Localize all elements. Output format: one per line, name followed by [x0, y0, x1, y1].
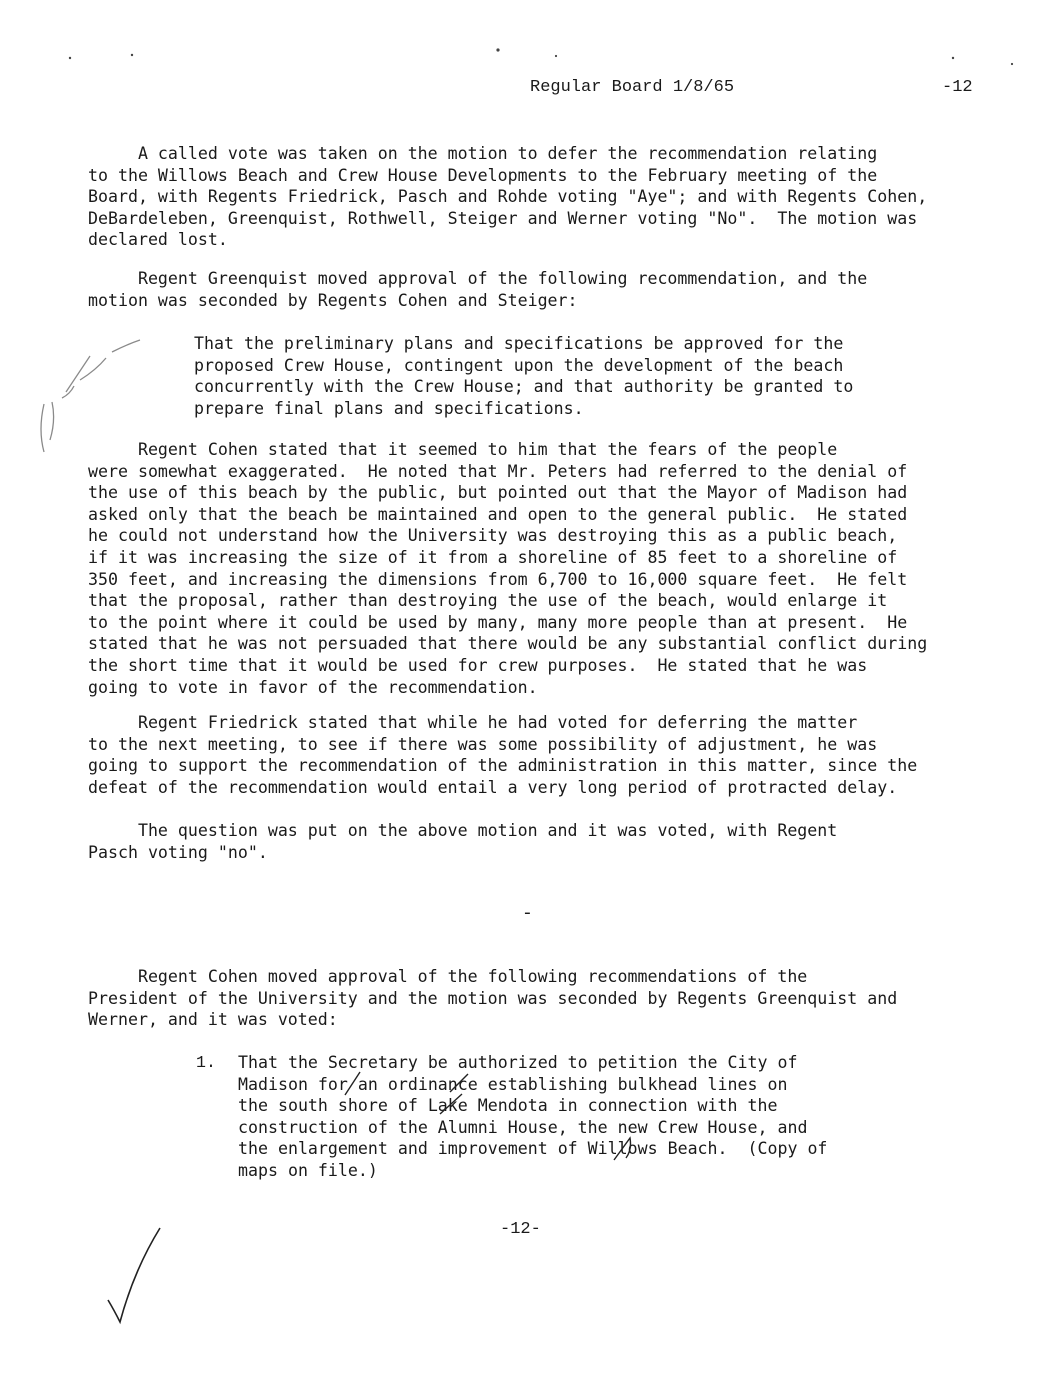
list-item-number: 1.	[196, 1053, 216, 1072]
speck-mark	[555, 55, 557, 57]
paragraph-cohen-motion: Regent Cohen moved approval of the following recommendations of the President of the University and the motion was seconded by Regents Greenquist and Werner, and it was voted:	[88, 967, 898, 1030]
speck-mark	[69, 57, 71, 59]
page-header-number: -12	[942, 78, 973, 97]
speck-mark	[131, 54, 133, 56]
check-mark	[108, 1228, 160, 1322]
section-separator: -	[522, 904, 533, 924]
speck-mark	[496, 48, 499, 51]
paragraph-recommendation: That the preliminary plans and specifications be approved for the proposed Crew House, contingent upon the development of the beach concurrently with the Crew House; and that authority be granted to prepare final plans and specifications.	[194, 334, 854, 418]
speck-mark	[1011, 63, 1013, 65]
paragraph-greenquist-motion: Regent Greenquist moved approval of the following recommendation, and the motion was seconded by Regents Cohen and Steiger:	[88, 269, 868, 310]
paragraph-vote-deferral: A called vote was taken on the motion to defer the recommendation relating to the Willows Beach and Crew House Developments to the February meeting of the Board, with Regents Friedrick, Pasch and Rohde voting "Aye"; and with Regents Cohen, DeBardeleben, Greenquist, Rothwell, Steiger and Werner voting "No". The motion was declared lost.	[88, 144, 928, 250]
list-item-text: That the Secretary be authorized to petition the City of Madison for an ordinance establishing bulkhead lines on the south shore of Lake Mendota in connection with the construction of the Alumni House, the new Crew House, and the enlargement and improvement of Willows Beach. (Copy of maps on file.)	[238, 1053, 828, 1180]
margin-scribble-mark	[41, 340, 140, 452]
paragraph-cohen-statement: Regent Cohen stated that it seemed to him that the fears of the people were somewhat exaggerated. He noted that Mr. Peters had referred to the denial of the use of this beach by the public, but pointed out that the Mayor of Madison had asked only that the beach be maintained and open to the general public. He stated he could not understand how the University was destroying this as a public beach, if it was increasing the size of it from a shoreline of 85 feet to a shoreline of 350 feet, and increasing the dimensions from 6,700 to 16,000 square feet. He felt that the proposal, rather than destroying the use of the beach, would enlarge it to the point where it could be used by many, many more people than at present. He stated that he was not persuaded that there would be any substantial conflict during the short time that it would be used for crew purposes. He stated that he was going to vote in favor of the recommendation.	[88, 440, 928, 697]
paragraph-question-put: The question was put on the above motion and it was voted, with Regent Pasch voting "no".	[88, 821, 838, 862]
speck-mark	[952, 57, 954, 59]
page-header-title: Regular Board 1/8/65	[530, 78, 735, 97]
paragraph-friedrick-statement: Regent Friedrick stated that while he had voted for deferring the matter to the next meeting, to see if there was some possibility of adjustment, he was going to support the recommendation of the administration in this matter, since the defeat of the recommendation would entail a very long period of protracted delay.	[88, 713, 918, 797]
page-footer-number: -12-	[500, 1220, 541, 1239]
